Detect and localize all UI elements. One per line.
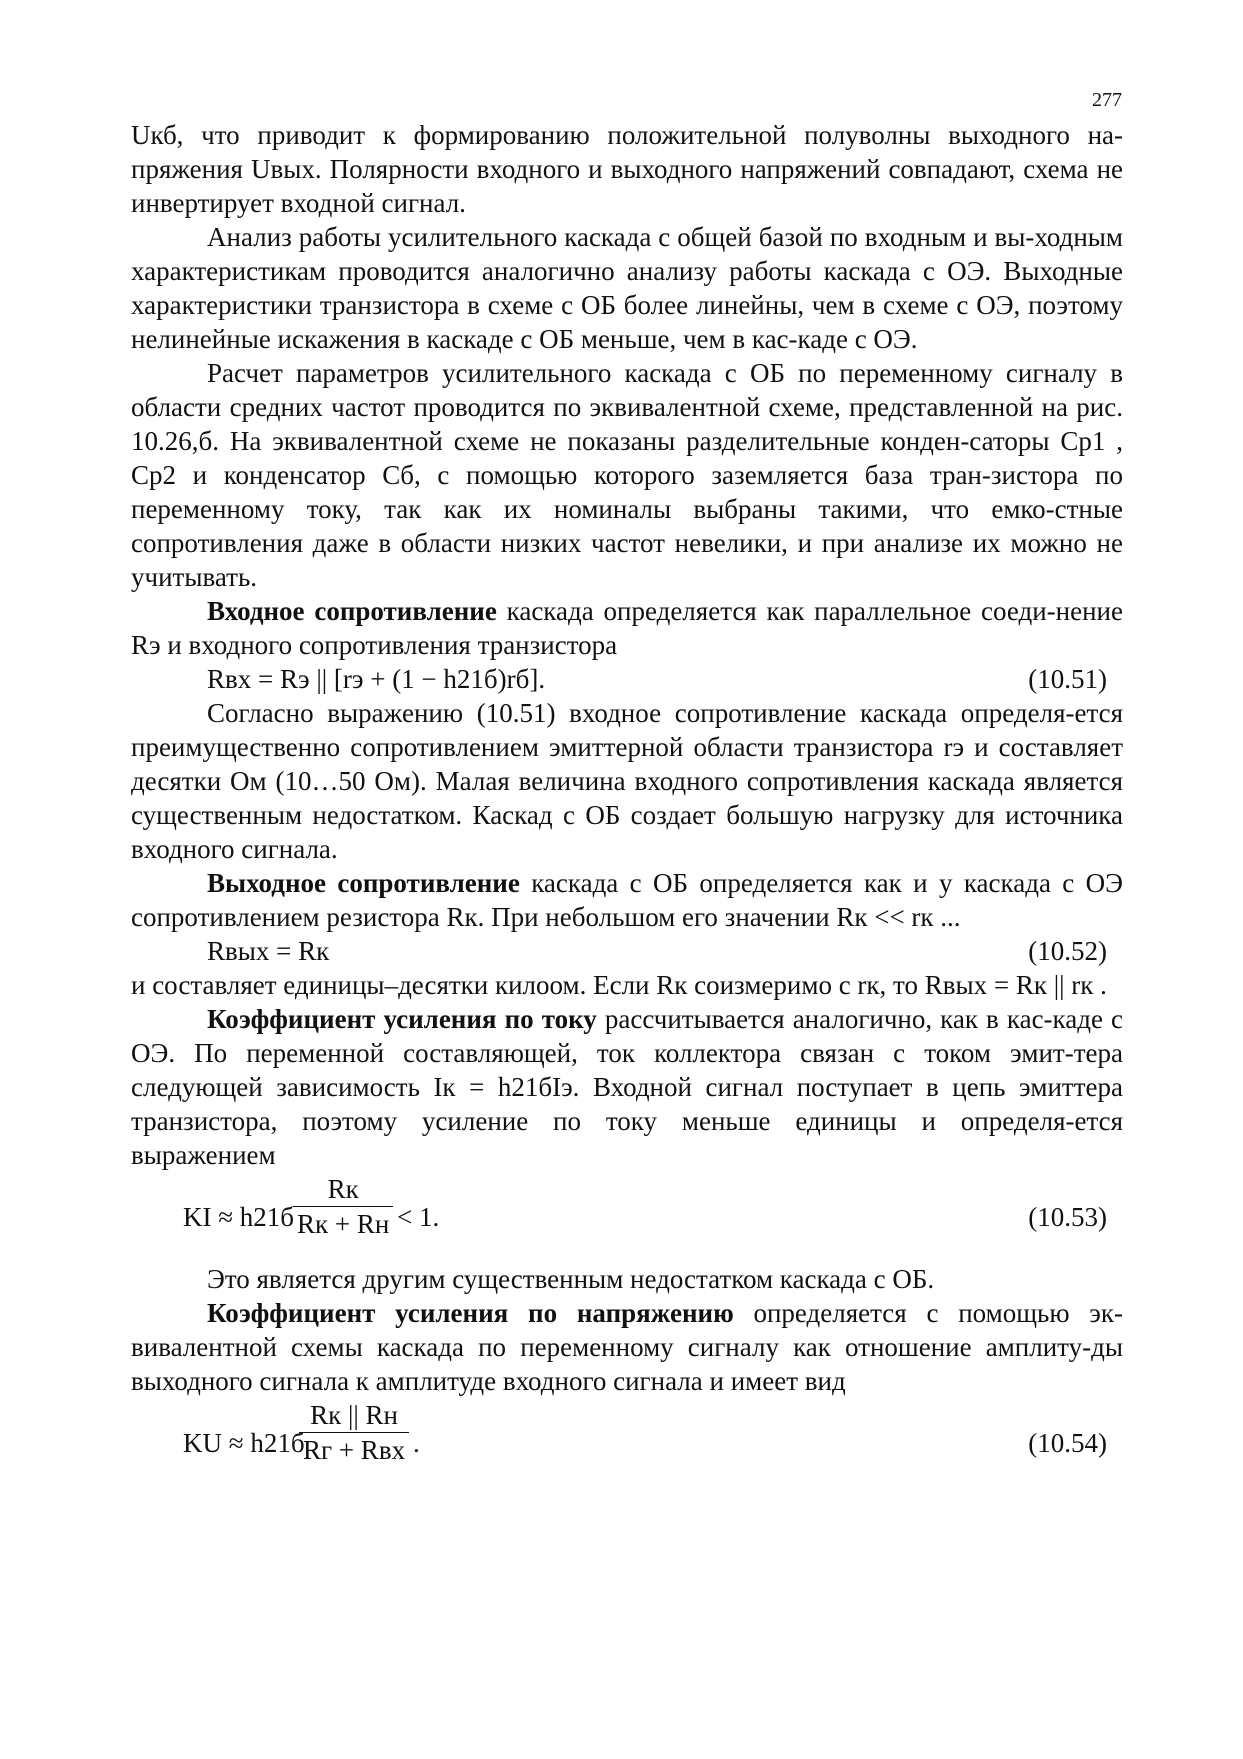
term-output-resistance: Выходное сопротивление <box>207 868 520 898</box>
paragraph-8-text: рассчитывается аналогично, как в кас-каде с ОЭ. По переменной составляющей, ток коллектора связан с током эмит-тера следующей зависимость Iк = h21бIэ. Входной сигнал поступает в цепь эмиттера транзистора, поэтому усиление по току меньше единицы и определя-ется выражением <box>131 1004 1123 1170</box>
formula-10-54-numerator: Rк || Rн <box>299 1398 409 1433</box>
formula-10-54-fraction <box>299 1398 409 1467</box>
paragraph-6-text: каскада с ОБ определяется как и у каскада с ОЭ сопротивлением резистора Rк. При небольшом его значении Rк << rк ... <box>131 868 1123 932</box>
paragraph-10 <box>131 1296 1123 1398</box>
formula-10-54-denominator: Rг + Rвх <box>303 1435 406 1465</box>
formula-10-53-left: KI ≈ h21б <box>183 1202 295 1232</box>
formula-10-53-numerator: Rк <box>293 1172 393 1207</box>
body-text <box>131 118 1123 1488</box>
formula-10-51 <box>131 662 1123 696</box>
paragraph-4 <box>131 594 1123 662</box>
paragraph-5: Согласно выражению (10.51) входное сопротивление каскада определя-ется преимущественно сопротивлением эмиттерной области транзистора rэ и составляет десятки Ом (10…50 Ом). Малая величина входного сопротивления каскада является существенным недостатком. Каскад с ОБ создает большую нагрузку для источника входного сигнала. <box>131 698 1123 864</box>
formula-10-53-right: < 1. <box>397 1202 440 1232</box>
paragraph-6 <box>131 866 1123 934</box>
paragraph-7: и составляет единицы–десятки килоом. Если Rк соизмеримо с rк, то Rвых = Rк || rк . <box>131 970 1107 1000</box>
paragraph-2: Анализ работы усилительного каскада с общей базой по входным и вы-ходным характеристикам проводится аналогично анализу работы каскада с ОЭ. Выходные характеристики транзистора в схеме с ОБ более линейны, чем в схеме с ОЭ, поэтому нелинейные искажения в каскаде с ОБ меньше, чем в кас-каде с ОЭ. <box>131 222 1123 354</box>
formula-10-53-number: (10.53) <box>1028 1202 1107 1232</box>
term-current-gain: Коэффициент усиления по току <box>207 1004 597 1034</box>
term-voltage-gain: Коэффициент усиления по напряжению <box>207 1298 734 1328</box>
formula-10-53 <box>131 1172 1123 1262</box>
formula-10-52 <box>131 934 1123 968</box>
paragraph-1: Uкб, что приводит к формированию положительной полуволны выходного на-пряжения Uвых. Полярности входного и выходного напряжений совпадают, схема не инвертирует входной сигнал. <box>131 120 1123 218</box>
paragraph-3: Расчет параметров усилительного каскада с ОБ по переменному сигналу в области средних частот проводится по эквивалентной схеме, представленной на рис. 10.26,б. На эквивалентной схеме не показаны разделительные конден-саторы Cр1 , Cр2 и конденсатор Cб, с помощью которого заземляется база тран-зистора по переменному току, так как их номиналы выбраны такими, что емко-стные сопротивления даже в области низких частот невелики, и при анализе их можно не учитывать. <box>131 358 1123 592</box>
formula-10-54-left: KU ≈ h21б <box>183 1428 305 1458</box>
paragraph-10-text: определяется с помощью эк-вивалентной схемы каскада по переменному сигналу как отношение амплиту-ды выходного сигнала к амплитуде входного сигнала и имеет вид <box>131 1298 1124 1396</box>
formula-10-54-right: . <box>413 1428 420 1458</box>
formula-10-54-number: (10.54) <box>1028 1428 1107 1458</box>
formula-10-54 <box>131 1398 1123 1488</box>
formula-10-51-number: (10.51) <box>1028 664 1107 694</box>
paragraph-9: Это является другим существенным недостатком каскада с ОБ. <box>207 1264 935 1294</box>
formula-10-52-number: (10.52) <box>1028 936 1107 966</box>
paragraph-8 <box>131 1002 1123 1172</box>
term-input-resistance: Входное сопротивление <box>207 596 497 626</box>
formula-10-53-fraction <box>293 1172 393 1241</box>
page-number: 277 <box>1092 89 1122 111</box>
formula-10-51-expr: Rвх = Rэ || [rэ + (1 − h21б)rб]. <box>207 664 546 694</box>
formula-10-53-denominator: Rк + Rн <box>297 1209 390 1239</box>
formula-10-52-expr: Rвых = Rк <box>207 936 330 966</box>
paragraph-4-text: каскада определяется как параллельное соеди-нение Rэ и входного сопротивления транзистора <box>131 596 1123 660</box>
